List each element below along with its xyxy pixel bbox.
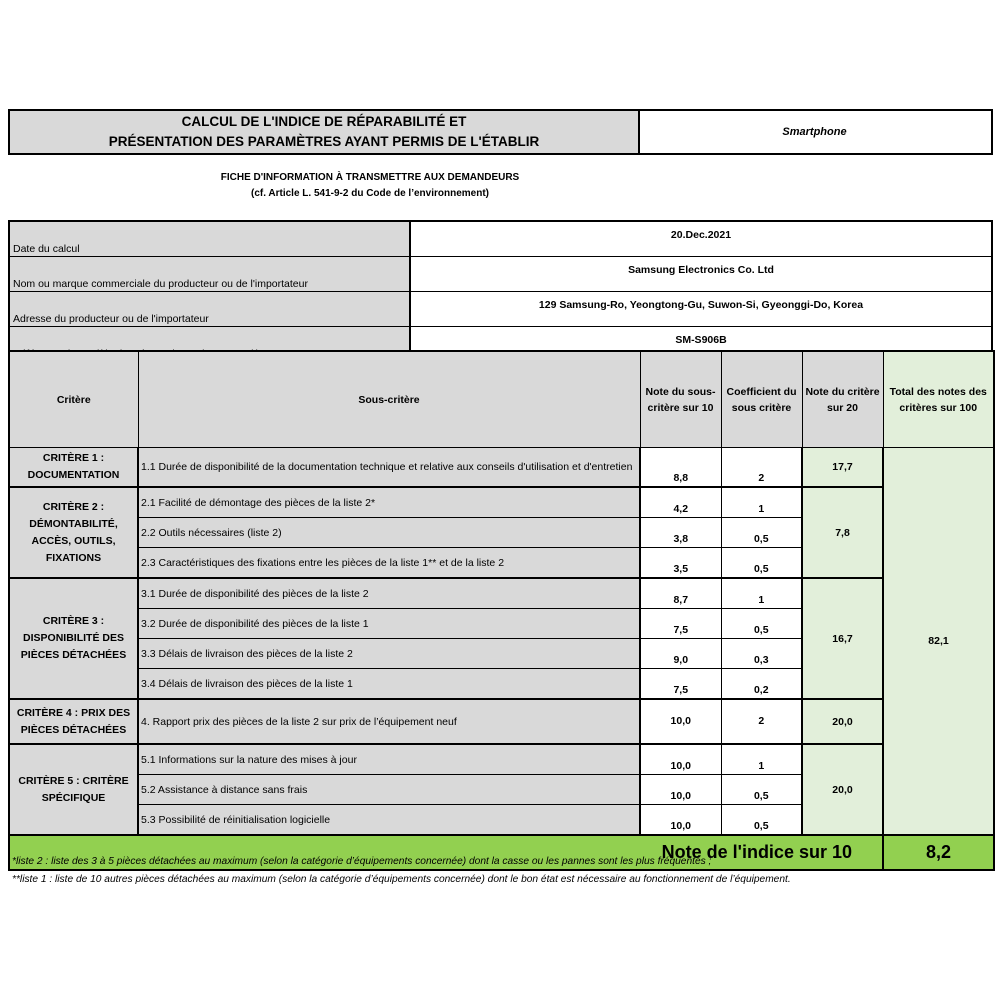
criterion-note: 7,8: [802, 487, 883, 578]
sub-criterion-coef: 1: [721, 487, 802, 518]
table-row: [9, 448, 994, 488]
final-score-label: Note de l'indice sur 10: [9, 835, 883, 870]
sub-criterion-coef: 1: [721, 744, 802, 775]
sub-criterion-note: 9,0: [640, 639, 721, 669]
sub-criterion-note: 8,7: [640, 578, 721, 609]
footnote-liste-2: *liste 2 : liste des 3 à 5 pièces détachées au maximum (selon la catégorie d’équipements concernée) dont la casse ou les pannes sont les plus fréquentes ;: [12, 856, 712, 867]
sub-criterion-coef: 2: [721, 448, 802, 488]
sub-criterion-note: 7,5: [640, 669, 721, 700]
sub-criterion-label: 3.3 Délais de livraison des pièces de la liste 2: [138, 639, 640, 669]
sub-criterion-note: 10,0: [640, 775, 721, 805]
sub-criterion-coef: 0,5: [721, 548, 802, 579]
table-row: [9, 487, 994, 518]
sub-criterion-note: 10,0: [640, 805, 721, 836]
sub-criterion-coef: 0,5: [721, 805, 802, 836]
sub-criterion-note: 4,2: [640, 487, 721, 518]
header-critere: Critère: [9, 351, 138, 448]
fiche-line-2: (cf. Article L. 541-9-2 du Code de l’environnement): [250, 188, 489, 199]
sub-criterion-coef: 0,3: [721, 639, 802, 669]
table-row: [9, 699, 994, 744]
criteria-table: [8, 350, 995, 871]
header-note-critere: Note du critère sur 20: [802, 351, 883, 448]
info-row: [9, 292, 992, 327]
sub-criterion-coef: 0,5: [721, 775, 802, 805]
header-total: Total des notes des critères sur 100: [883, 351, 994, 448]
sub-criterion-label: 3.4 Délais de livraison des pièces de la liste 1: [138, 669, 640, 700]
sub-criterion-label: 3.1 Durée de disponibilité des pièces de la liste 2: [138, 578, 640, 609]
sub-criterion-note: 8,8: [640, 448, 721, 488]
sub-criterion-note: 3,8: [640, 518, 721, 548]
footnotes: [12, 853, 992, 889]
document-title: [8, 109, 640, 155]
criterion-note: 17,7: [802, 448, 883, 488]
final-score-value: 8,2: [883, 835, 994, 870]
info-value: 129 Samsung-Ro, Yeongtong-Gu, Suwon-Si, Gyeonggi-Do, Korea: [410, 292, 992, 327]
criterion-note: 16,7: [802, 578, 883, 699]
sub-criterion-label: 2.1 Facilité de démontage des pièces de la liste 2*: [138, 487, 640, 518]
info-label: Adresse du producteur ou de l'importateur: [9, 292, 410, 327]
table-row: [9, 744, 994, 775]
criterion-name: CRITÈRE 5 : CRITÈRE SPÉCIFIQUE: [9, 744, 138, 835]
sub-criterion-note: 10,0: [640, 744, 721, 775]
sub-criterion-label: 5.2 Assistance à distance sans frais: [138, 775, 640, 805]
header-coefficient: Coefficient du sous critère: [721, 351, 802, 448]
sub-criterion-coef: 0,5: [721, 609, 802, 639]
info-value: 20.Dec.2021: [410, 221, 992, 257]
info-table: [8, 220, 993, 363]
criterion-name: CRITÈRE 4 : PRIX DES PIÈCES DÉTACHÉES: [9, 699, 138, 744]
info-value: SM-S906B: [410, 327, 992, 363]
sub-criterion-note: 7,5: [640, 609, 721, 639]
criterion-name: CRITÈRE 2 : DÉMONTABILITÉ, ACCÈS, OUTILS, FIXATIONS: [9, 487, 138, 578]
sub-criterion-note: 10,0: [640, 699, 721, 744]
info-row: [9, 221, 992, 257]
criterion-note: 20,0: [802, 699, 883, 744]
sub-criterion-label: 2.3 Caractéristiques des fixations entre les pièces de la liste 1** et de la liste 2: [138, 548, 640, 579]
sub-criterion-label: 3.2 Durée de disponibilité des pièces de la liste 1: [138, 609, 640, 639]
table-header-row: [9, 351, 994, 448]
fiche-heading: [150, 170, 590, 202]
criterion-name: CRITÈRE 3 : DISPONIBILITÉ DES PIÈCES DÉTACHÉES: [9, 578, 138, 699]
sub-criterion-coef: 1: [721, 578, 802, 609]
sub-criterion-coef: 2: [721, 699, 802, 744]
info-row: [9, 257, 992, 292]
product-type: Smartphone: [638, 109, 993, 155]
table-row: [9, 578, 994, 609]
title-line-2: PRÉSENTATION DES PARAMÈTRES AYANT PERMIS DE L'ÉTABLIR: [108, 134, 540, 149]
sub-criterion-coef: 0,5: [721, 518, 802, 548]
sub-criterion-coef: 0,2: [721, 669, 802, 700]
info-label: Nom ou marque commerciale du producteur ou de l'importateur: [9, 257, 410, 292]
title-line-1: CALCUL DE L'INDICE DE RÉPARABILITÉ ET: [181, 114, 467, 129]
info-value: Samsung Electronics Co. Ltd: [410, 257, 992, 292]
sub-criterion-note: 3,5: [640, 548, 721, 579]
info-label: Date du calcul: [9, 221, 410, 257]
header-note-sous-critere: Note du sous-critère sur 10: [640, 351, 721, 448]
total-score: 82,1: [883, 448, 994, 836]
sub-criterion-label: 2.2 Outils nécessaires (liste 2): [138, 518, 640, 548]
footnote-liste-1: **liste 1 : liste de 10 autres pièces détachées au maximum (selon la catégorie d’équipements concernée) dont le bon état est nécessaire au fonctionnement de l’équipement.: [12, 874, 791, 885]
criterion-note: 20,0: [802, 744, 883, 835]
sub-criterion-label: 1.1 Durée de disponibilité de la documentation technique et relative aux conseils d'utilisation et d'entretien: [138, 448, 640, 488]
sub-criterion-label: 4. Rapport prix des pièces de la liste 2 sur prix de l’équipement neuf: [138, 699, 640, 744]
sub-criterion-label: 5.3 Possibilité de réinitialisation logicielle: [138, 805, 640, 836]
criterion-name: CRITÈRE 1 : DOCUMENTATION: [9, 448, 138, 488]
sub-criterion-label: 5.1 Informations sur la nature des mises à jour: [138, 744, 640, 775]
fiche-line-1: FICHE D'INFORMATION À TRANSMETTRE AUX DEMANDEURS: [220, 172, 520, 183]
header-sous-critere: Sous-critère: [138, 351, 640, 448]
